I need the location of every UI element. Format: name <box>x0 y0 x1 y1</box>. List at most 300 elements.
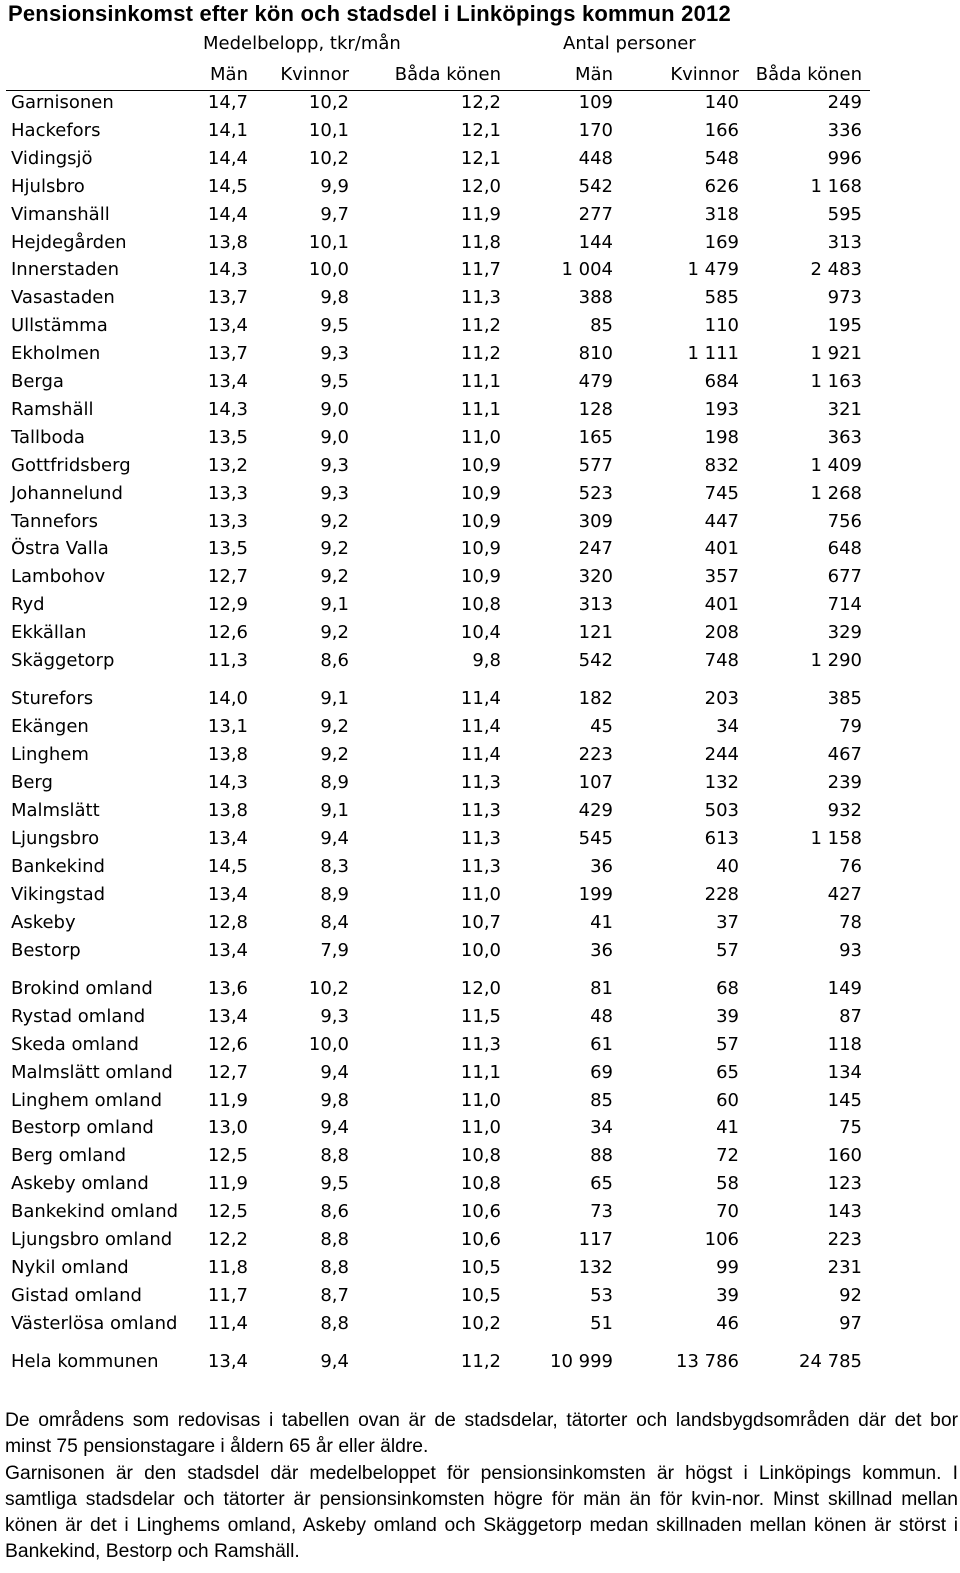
cell-area-name: Hackefors <box>11 119 101 141</box>
cell-men-count: 182 <box>578 688 613 710</box>
cell-women-amount: 9,2 <box>320 566 349 588</box>
cell-women-amount: 10,1 <box>308 119 349 141</box>
cell-men-amount: 13,3 <box>207 482 248 504</box>
cell-both-amount: 10,4 <box>460 622 501 644</box>
cell-area-name: Hejdegården <box>11 231 127 253</box>
cell-men-count: 51 <box>590 1312 613 1334</box>
cell-women-amount: 9,5 <box>320 1173 349 1195</box>
cell-women-amount: 9,2 <box>320 538 349 560</box>
cell-women-count: 37 <box>716 911 739 933</box>
cell-area-name: Hjulsbro <box>11 175 85 197</box>
table-row <box>0 884 880 910</box>
cell-men-amount: 13,6 <box>207 977 248 999</box>
cell-women-count: 140 <box>704 92 739 113</box>
cell-both-amount: 10,5 <box>460 1256 501 1278</box>
cell-both-amount: 11,3 <box>460 827 501 849</box>
cell-area-name: Berga <box>11 371 64 392</box>
cell-women-amount: 9,3 <box>320 454 349 476</box>
cell-both-amount: 11,3 <box>460 287 501 309</box>
cell-men-amount: 11,4 <box>207 1312 248 1334</box>
cell-women-amount: 9,3 <box>320 343 349 365</box>
cell-area-name: Ljungsbro <box>11 827 100 849</box>
cell-men-amount: 13,8 <box>207 744 248 766</box>
cell-both-amount: 10,9 <box>460 538 501 560</box>
cell-both-count: 97 <box>839 1312 862 1334</box>
cell-area-name: Nykil omland <box>11 1256 129 1278</box>
cell-both-amount: 11,4 <box>460 716 501 738</box>
cell-women-amount: 9,4 <box>320 827 349 849</box>
cell-both-amount: 9,8 <box>472 650 501 671</box>
cell-men-count: 121 <box>578 622 613 644</box>
cell-women-count: 41 <box>716 1117 739 1139</box>
cell-men-count: 144 <box>578 231 613 253</box>
cell-both-count: 249 <box>827 92 862 113</box>
cell-both-count: 313 <box>827 231 862 253</box>
cell-men-count: 61 <box>590 1033 613 1055</box>
page-title: Pensionsinkomst efter kön och stadsdel i Linköpings kommun 2012 <box>8 1 731 26</box>
cell-both-amount: 10,0 <box>460 939 501 961</box>
cell-men-count: 320 <box>578 566 613 588</box>
cell-women-amount: 9,8 <box>320 1089 349 1111</box>
cell-both-count: 1 290 <box>810 650 862 671</box>
cell-men-count: 1 004 <box>561 259 613 281</box>
table-row <box>0 650 880 676</box>
cell-men-amount: 14,0 <box>207 688 248 710</box>
cell-area-name: Malmslätt <box>11 800 100 821</box>
cell-area-name: Tannefors <box>11 510 99 532</box>
cell-men-amount: 12,7 <box>207 566 248 588</box>
cell-both-count: 648 <box>827 538 862 560</box>
cell-both-amount: 10,9 <box>460 510 501 532</box>
cell-both-amount: 10,8 <box>460 1173 501 1195</box>
cell-women-amount: 8,3 <box>320 855 349 877</box>
cell-both-count: 996 <box>827 147 862 169</box>
cell-women-count: 1 479 <box>687 259 739 281</box>
cell-area-name: Bestorp <box>11 939 81 961</box>
note-paragraph: De områdens som redovisas i tabellen ovan är de stadsdelar, tätorter och landsbygdsområden där det bor minst 75 pensionstagare i åldern 65 år eller äldre. <box>5 1410 958 1458</box>
cell-men-amount: 14,5 <box>207 855 248 877</box>
cell-women-amount: 9,4 <box>320 1117 349 1139</box>
cell-women-amount: 8,8 <box>320 1256 349 1278</box>
cell-men-count: 65 <box>590 1173 613 1195</box>
cell-women-count: 40 <box>716 855 739 877</box>
cell-area-name: Garnisonen <box>11 92 114 113</box>
cell-women-amount: 9,9 <box>320 175 349 197</box>
cell-women-count: 193 <box>704 398 739 420</box>
table-row <box>0 688 880 714</box>
cell-women-amount: 8,9 <box>320 772 349 794</box>
cell-men-count: 448 <box>578 147 613 169</box>
cell-both-amount: 11,2 <box>460 343 501 365</box>
cell-women-count: 60 <box>716 1089 739 1111</box>
cell-both-count: 195 <box>827 315 862 337</box>
cell-both-amount: 11,2 <box>460 315 501 337</box>
cell-women-count: 748 <box>704 650 739 671</box>
cell-men-count: 523 <box>578 482 613 504</box>
cell-women-count: 832 <box>704 454 739 476</box>
cell-men-amount: 13,8 <box>207 800 248 821</box>
cell-area-name: Ekängen <box>11 716 89 738</box>
cell-both-count: 123 <box>827 1173 862 1195</box>
cell-men-amount: 13,0 <box>207 1117 248 1139</box>
cell-men-amount: 13,5 <box>207 538 248 560</box>
cell-men-count: 128 <box>578 398 613 420</box>
cell-women-amount: 9,5 <box>320 315 349 337</box>
cell-men-amount: 14,3 <box>207 398 248 420</box>
cell-women-count: 72 <box>716 1145 739 1167</box>
cell-both-count: 1 168 <box>810 175 862 197</box>
cell-women-amount: 9,2 <box>320 744 349 766</box>
table-row <box>0 1034 880 1060</box>
cell-men-count: 277 <box>578 203 613 225</box>
cell-both-amount: 11,8 <box>460 231 501 253</box>
cell-men-count: 41 <box>590 911 613 933</box>
cell-men-count: 810 <box>578 343 613 365</box>
cell-area-name: Bestorp omland <box>11 1117 154 1139</box>
cell-both-count: 134 <box>827 1061 862 1083</box>
cell-both-amount: 10,9 <box>460 454 501 476</box>
cell-area-name: Bankekind <box>11 855 105 877</box>
cell-women-amount: 9,4 <box>320 1351 349 1373</box>
cell-both-count: 756 <box>827 510 862 532</box>
cell-women-amount: 10,1 <box>308 231 349 253</box>
cell-both-amount: 11,4 <box>460 688 501 710</box>
cell-men-count: 542 <box>578 175 613 197</box>
cell-women-count: 39 <box>716 1284 739 1306</box>
cell-area-name: Berg omland <box>11 1145 127 1167</box>
table-row <box>0 204 880 230</box>
table-row <box>0 744 880 770</box>
table-row <box>0 940 880 966</box>
cell-both-amount: 10,8 <box>460 594 501 616</box>
cell-both-amount: 11,1 <box>460 398 501 420</box>
cell-both-count: 2 483 <box>810 259 862 281</box>
cell-both-count: 239 <box>827 772 862 794</box>
table-row <box>0 978 880 1004</box>
cell-women-amount: 9,1 <box>320 800 349 821</box>
cell-men-amount: 11,8 <box>207 1256 248 1278</box>
table-row <box>0 1117 880 1143</box>
cell-men-count: 170 <box>578 119 613 141</box>
cell-men-count: 48 <box>590 1005 613 1027</box>
table-row <box>0 1229 880 1255</box>
cell-women-count: 401 <box>704 538 739 560</box>
header-divider <box>6 90 870 91</box>
cell-men-amount: 12,8 <box>207 911 248 933</box>
cell-women-amount: 10,0 <box>308 1033 349 1055</box>
cell-area-name: Ramshäll <box>11 398 94 420</box>
cell-men-count: 309 <box>578 510 613 532</box>
cell-both-amount: 11,3 <box>460 855 501 877</box>
cell-area-name: Vasastaden <box>11 287 115 309</box>
cell-women-amount: 8,8 <box>320 1312 349 1334</box>
cell-men-amount: 14,4 <box>207 147 248 169</box>
cell-men-amount: 11,9 <box>207 1089 248 1111</box>
cell-both-count: 1 163 <box>810 371 862 392</box>
cell-men-amount: 13,4 <box>207 939 248 961</box>
column-header-men-amount: Män <box>210 64 248 85</box>
cell-men-amount: 11,7 <box>207 1284 248 1306</box>
cell-both-amount: 11,4 <box>460 744 501 766</box>
table-row <box>0 176 880 202</box>
cell-women-count: 357 <box>704 566 739 588</box>
cell-men-count: 313 <box>578 594 613 616</box>
cell-both-count: 714 <box>827 594 862 616</box>
cell-area-name: Malmslätt omland <box>11 1061 173 1083</box>
table-row <box>0 1006 880 1032</box>
cell-women-amount: 7,9 <box>320 939 349 961</box>
cell-both-amount: 12,1 <box>460 147 501 169</box>
cell-both-count: 160 <box>827 1145 862 1167</box>
cell-men-amount: 14,4 <box>207 203 248 225</box>
cell-men-amount: 13,4 <box>207 883 248 905</box>
cell-area-name: Ryd <box>11 594 45 616</box>
cell-women-amount: 8,7 <box>320 1284 349 1306</box>
cell-women-count: 745 <box>704 482 739 504</box>
cell-area-name: Johannelund <box>11 482 123 504</box>
cell-area-name: Östra Valla <box>11 538 109 560</box>
cell-both-amount: 11,9 <box>460 203 501 225</box>
cell-area-name: Tallboda <box>11 426 85 448</box>
cell-men-amount: 12,2 <box>207 1229 248 1250</box>
cell-women-amount: 9,0 <box>320 426 349 448</box>
cell-women-amount: 10,2 <box>308 147 349 169</box>
cell-both-count: 79 <box>839 716 862 738</box>
cell-women-amount: 9,0 <box>320 398 349 420</box>
cell-both-count: 78 <box>839 911 862 933</box>
cell-men-count: 34 <box>590 1117 613 1139</box>
cell-men-amount: 14,5 <box>207 175 248 197</box>
cell-men-amount: 13,4 <box>207 1351 248 1373</box>
cell-women-amount: 9,3 <box>320 482 349 504</box>
cell-both-amount: 11,0 <box>460 1089 501 1111</box>
cell-men-amount: 13,7 <box>207 287 248 309</box>
cell-both-amount: 11,2 <box>460 1351 501 1373</box>
cell-women-count: 70 <box>716 1201 739 1223</box>
table-row <box>0 1201 880 1227</box>
cell-men-amount: 13,2 <box>207 454 248 476</box>
cell-men-count: 53 <box>590 1284 613 1306</box>
cell-men-amount: 11,3 <box>207 650 248 671</box>
cell-both-amount: 11,3 <box>460 1033 501 1055</box>
cell-area-name: Gistad omland <box>11 1284 142 1306</box>
cell-women-count: 106 <box>704 1229 739 1250</box>
cell-women-count: 169 <box>704 231 739 253</box>
cell-both-amount: 10,7 <box>460 911 501 933</box>
cell-area-name: Vikingstad <box>11 883 106 905</box>
cell-women-count: 39 <box>716 1005 739 1027</box>
cell-men-amount: 13,5 <box>207 426 248 448</box>
table-row <box>0 800 880 826</box>
table-row <box>0 1285 880 1311</box>
cell-women-amount: 9,5 <box>320 371 349 392</box>
cell-area-name: Lambohov <box>11 566 106 588</box>
table-row <box>0 1062 880 1088</box>
cell-area-name: Askeby omland <box>11 1173 149 1195</box>
table-row <box>0 511 880 537</box>
cell-area-name: Gottfridsberg <box>11 454 131 476</box>
cell-men-amount: 13,3 <box>207 510 248 532</box>
cell-both-amount: 10,2 <box>460 1312 501 1334</box>
column-header-men-count: Män <box>575 64 613 85</box>
cell-women-amount: 9,3 <box>320 1005 349 1027</box>
cell-men-count: 73 <box>590 1201 613 1223</box>
cell-women-count: 110 <box>704 315 739 337</box>
table-row <box>0 1313 880 1339</box>
cell-area-name: Ullstämma <box>11 315 108 337</box>
cell-men-count: 542 <box>578 650 613 671</box>
cell-men-count: 36 <box>590 939 613 961</box>
cell-women-amount: 9,1 <box>320 594 349 616</box>
cell-women-count: 244 <box>704 744 739 766</box>
cell-area-name: Innerstaden <box>11 259 119 281</box>
cell-women-count: 46 <box>716 1312 739 1334</box>
notes <box>5 1408 958 1566</box>
cell-both-count: 336 <box>827 119 862 141</box>
cell-women-count: 613 <box>704 827 739 849</box>
cell-area-name: Bankekind omland <box>11 1201 179 1223</box>
cell-women-count: 68 <box>716 977 739 999</box>
group-header-average-amount: Medelbelopp, tkr/mån <box>203 33 401 54</box>
cell-area-name: Vidingsjö <box>11 147 93 169</box>
cell-both-amount: 11,3 <box>460 800 501 821</box>
column-header-both-count: Båda könen <box>755 64 862 85</box>
cell-women-amount: 8,4 <box>320 911 349 933</box>
table-row <box>0 455 880 481</box>
cell-area-name: Brokind omland <box>11 977 153 999</box>
cell-men-count: 88 <box>590 1145 613 1167</box>
cell-both-count: 1 409 <box>810 454 862 476</box>
table-row <box>0 483 880 509</box>
cell-men-amount: 14,3 <box>207 772 248 794</box>
cell-both-amount: 10,8 <box>460 1145 501 1167</box>
cell-both-count: 385 <box>827 688 862 710</box>
cell-women-amount: 9,1 <box>320 688 349 710</box>
cell-both-amount: 10,6 <box>460 1201 501 1223</box>
column-header-both-amount: Båda könen <box>394 64 501 85</box>
cell-women-count: 99 <box>716 1256 739 1278</box>
cell-area-name: Västerlösa omland <box>11 1312 178 1334</box>
cell-men-amount: 12,6 <box>207 1033 248 1055</box>
table-row <box>0 856 880 882</box>
cell-both-count: 93 <box>839 939 862 961</box>
cell-both-amount: 11,3 <box>460 772 501 794</box>
cell-area-name: Sturefors <box>11 688 94 710</box>
cell-both-amount: 12,0 <box>460 977 501 999</box>
cell-men-amount: 12,7 <box>207 1061 248 1083</box>
table-row <box>0 1173 880 1199</box>
cell-both-count: 321 <box>827 398 862 420</box>
cell-both-count: 467 <box>827 744 862 766</box>
table-row <box>0 315 880 341</box>
cell-women-count: 58 <box>716 1173 739 1195</box>
cell-men-count: 479 <box>578 371 613 392</box>
cell-area-name: Linghem <box>11 744 89 766</box>
cell-men-count: 199 <box>578 883 613 905</box>
cell-women-count: 65 <box>716 1061 739 1083</box>
cell-both-count: 76 <box>839 855 862 877</box>
cell-both-count: 92 <box>839 1284 862 1306</box>
cell-men-amount: 13,1 <box>207 716 248 738</box>
cell-women-count: 57 <box>716 1033 739 1055</box>
cell-both-amount: 10,9 <box>460 482 501 504</box>
table-row <box>0 120 880 146</box>
cell-both-amount: 11,1 <box>460 371 501 392</box>
table-row <box>0 1090 880 1116</box>
cell-men-count: 429 <box>578 800 613 821</box>
cell-both-amount: 11,5 <box>460 1005 501 1027</box>
cell-men-amount: 12,6 <box>207 622 248 644</box>
cell-both-amount: 11,1 <box>460 1061 501 1083</box>
table-row <box>0 371 880 397</box>
cell-men-amount: 13,4 <box>207 1005 248 1027</box>
cell-both-count: 149 <box>827 977 862 999</box>
cell-area-name: Ljungsbro omland <box>11 1229 173 1250</box>
cell-men-count: 545 <box>578 827 613 849</box>
cell-women-amount: 9,8 <box>320 287 349 309</box>
cell-men-amount: 13,4 <box>207 371 248 392</box>
cell-women-count: 132 <box>704 772 739 794</box>
cell-both-count: 1 158 <box>810 827 862 849</box>
cell-men-amount: 12,5 <box>207 1145 248 1167</box>
table-row <box>0 232 880 258</box>
cell-women-count: 684 <box>704 371 739 392</box>
cell-area-name: Skeda omland <box>11 1033 139 1055</box>
cell-both-count: 363 <box>827 426 862 448</box>
cell-women-count: 203 <box>704 688 739 710</box>
cell-men-amount: 14,7 <box>207 92 248 113</box>
cell-both-count: 118 <box>827 1033 862 1055</box>
cell-women-amount: 9,2 <box>320 510 349 532</box>
table-row <box>0 399 880 425</box>
cell-women-amount: 8,6 <box>320 650 349 671</box>
cell-women-amount: 10,0 <box>308 259 349 281</box>
cell-both-count: 677 <box>827 566 862 588</box>
cell-area-name: Linghem omland <box>11 1089 163 1111</box>
cell-area-name: Ekholmen <box>11 343 101 365</box>
cell-both-count: 1 268 <box>810 482 862 504</box>
cell-women-amount: 8,8 <box>320 1229 349 1250</box>
cell-both-count: 329 <box>827 622 862 644</box>
cell-both-count: 75 <box>839 1117 862 1139</box>
cell-men-count: 165 <box>578 426 613 448</box>
cell-women-count: 318 <box>704 203 739 225</box>
cell-both-amount: 11,0 <box>460 426 501 448</box>
cell-women-amount: 8,6 <box>320 1201 349 1223</box>
table-row <box>0 716 880 742</box>
cell-area-name: Hela kommunen <box>11 1351 159 1373</box>
cell-women-count: 228 <box>704 883 739 905</box>
cell-men-count: 132 <box>578 1256 613 1278</box>
table-row <box>0 912 880 938</box>
table-row <box>0 148 880 174</box>
cell-area-name: Vimanshäll <box>11 203 110 225</box>
cell-men-count: 45 <box>590 716 613 738</box>
cell-women-count: 401 <box>704 594 739 616</box>
cell-women-amount: 9,2 <box>320 622 349 644</box>
cell-both-count: 1 921 <box>810 343 862 365</box>
column-header-women-amount: Kvinnor <box>280 64 349 85</box>
cell-both-count: 932 <box>827 800 862 821</box>
cell-men-count: 107 <box>578 772 613 794</box>
cell-men-amount: 11,9 <box>207 1173 248 1195</box>
cell-both-amount: 10,9 <box>460 566 501 588</box>
cell-both-count: 427 <box>827 883 862 905</box>
cell-both-count: 595 <box>827 203 862 225</box>
cell-women-count: 447 <box>704 510 739 532</box>
cell-men-amount: 13,4 <box>207 827 248 849</box>
cell-men-count: 69 <box>590 1061 613 1083</box>
